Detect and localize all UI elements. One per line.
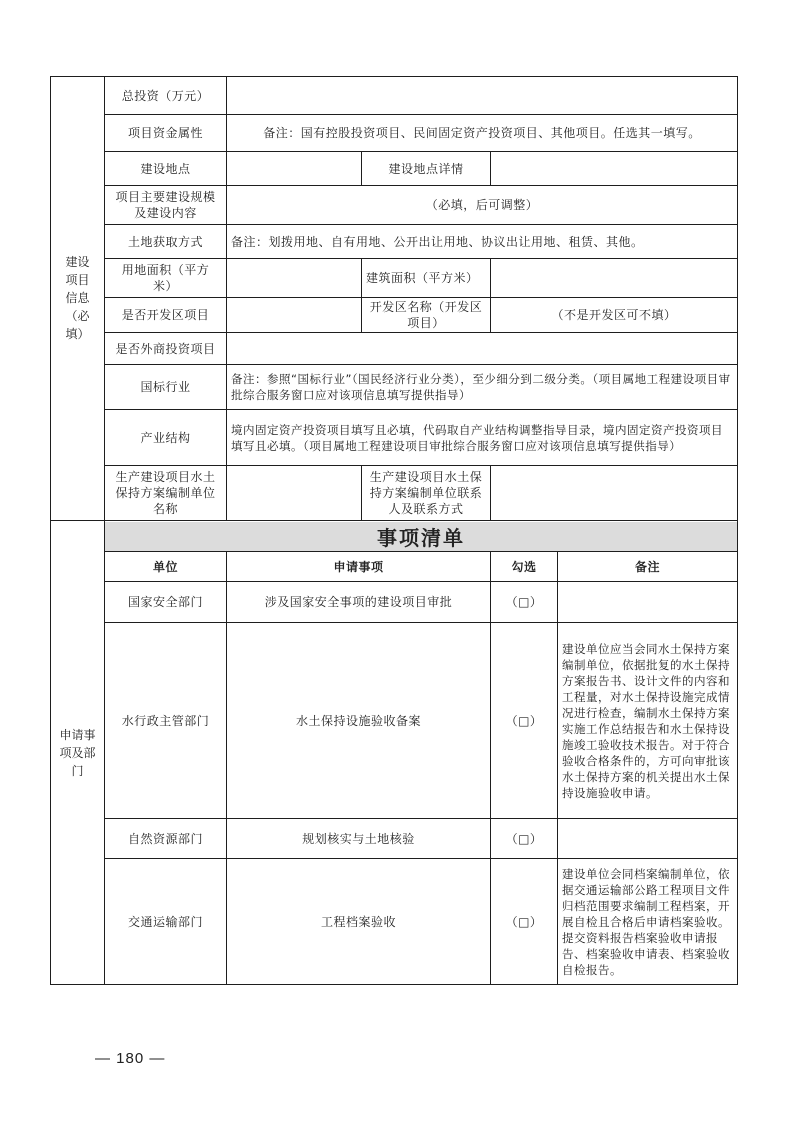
dev-zone-label: 是否开发区项目 <box>121 308 210 322</box>
industrial-structure-label: 产业结构 <box>140 430 191 445</box>
location-field[interactable] <box>227 152 361 185</box>
dev-zone-name-note[interactable]: （不是开发区可不填） <box>551 308 677 322</box>
section-project-info-label: 建设项目信息（必填） <box>65 255 90 341</box>
item-matter: 水土保持设施验收备案 <box>295 713 421 728</box>
soil-plan-contact-label: 生产建设项目水土保持方案编制单位联系人及联系方式 <box>369 470 483 516</box>
page-number: — 180 — <box>95 1050 166 1067</box>
item-checkbox[interactable]: （□） <box>505 831 543 846</box>
soil-plan-unit-label: 生产建设项目水土保持方案编制单位名称 <box>115 470 216 516</box>
land-acquisition-label: 土地获取方式 <box>127 234 203 249</box>
land-area-label: 用地面积（平方米） <box>121 263 210 293</box>
matter-list-banner: 事项清单 <box>105 522 737 551</box>
item-matter: 工程档案验收 <box>320 914 396 929</box>
total-investment-label: 总投资（万元） <box>121 88 210 103</box>
foreign-investment-label: 是否外商投资项目 <box>115 341 216 356</box>
item-note <box>558 582 737 622</box>
item-note: 建设单位应当会同水土保持方案编制单位，依据批复的水土保持方案报告书、设计文件的内容和工程量，对水土保持设施完成情况进行检查，编制水土保持方案实施工作总结报告和水土保持设施竣工验收技术报告。对于符合验收合格条件的，方可向审批该水土保持方案的机关提出水土保持设施验收申请。 <box>562 641 730 800</box>
item-unit: 水行政主管部门 <box>121 713 210 728</box>
item-matter: 涉及国家安全事项的建设项目审批 <box>264 595 453 609</box>
total-investment-field[interactable] <box>227 77 737 114</box>
item-note: 建设单位会同档案编制单位，依据交通运输部公路工程项目文件归档范围要求编制工程档案，开展自检且合格后申请档案验收。提交资料报告档案验收申请报告、档案验收申请表、档案验收自检报告。 <box>562 866 730 977</box>
header-unit: 单位 <box>152 559 178 574</box>
dev-zone-name-label: 开发区名称（开发区项目） <box>369 300 483 330</box>
item-matter: 规划核实与土地核验 <box>302 831 415 846</box>
land-acquisition-note: 备注：划拨用地、自有用地、公开出让用地、协议出让用地、租赁、其他。 <box>231 234 644 249</box>
soil-plan-contact-field[interactable] <box>491 466 737 520</box>
header-matter: 申请事项 <box>333 559 384 574</box>
item-unit: 自然资源部门 <box>127 831 203 846</box>
header-check: 勾选 <box>511 559 537 574</box>
application-form-table <box>50 76 738 985</box>
industry-note: 备注：参照“国标行业”（国民经济行业分类），至少细分到二级分类。（项目属地工程建设项目审批综合服务窗口应对该项信息填写提供指导） <box>231 372 731 402</box>
fund-attribute-note: 备注：国有控股投资项目、民间固定资产投资项目、其他项目。任选其一填写。 <box>263 126 701 140</box>
dev-zone-field[interactable] <box>227 298 361 332</box>
foreign-investment-field[interactable] <box>227 333 737 364</box>
item-checkbox[interactable]: （□） <box>505 595 543 609</box>
location-detail-label: 建设地点详情 <box>388 161 464 176</box>
industrial-structure-note: 境内固定资产投资项目填写且必填，代码取自产业结构调整指导目录，境内固定资产投资项目填写且必填。（项目属地工程建设项目审批综合服务窗口应对该项信息填写提供指导） <box>231 422 723 453</box>
item-checkbox[interactable]: （□） <box>505 914 543 929</box>
construction-scale-label: 项目主要建设规模及建设内容 <box>115 190 216 220</box>
location-detail-field[interactable] <box>491 152 737 185</box>
item-unit: 国家安全部门 <box>127 595 203 609</box>
header-note: 备注 <box>634 559 660 574</box>
land-area-field[interactable] <box>227 259 361 297</box>
fund-attribute-label: 项目资金属性 <box>127 126 203 140</box>
building-area-field[interactable] <box>491 259 737 297</box>
construction-scale-note[interactable]: （必填，后可调整） <box>425 198 539 212</box>
building-area-label: 建筑面积（平方米） <box>366 271 479 285</box>
item-note <box>558 819 737 858</box>
item-unit: 交通运输部门 <box>127 914 203 929</box>
item-checkbox[interactable]: （□） <box>505 713 543 728</box>
industry-label: 国标行业 <box>140 380 191 394</box>
soil-plan-unit-field[interactable] <box>227 466 361 520</box>
location-label: 建设地点 <box>140 161 191 176</box>
section-application-label: 申请事项及部门 <box>59 727 96 778</box>
